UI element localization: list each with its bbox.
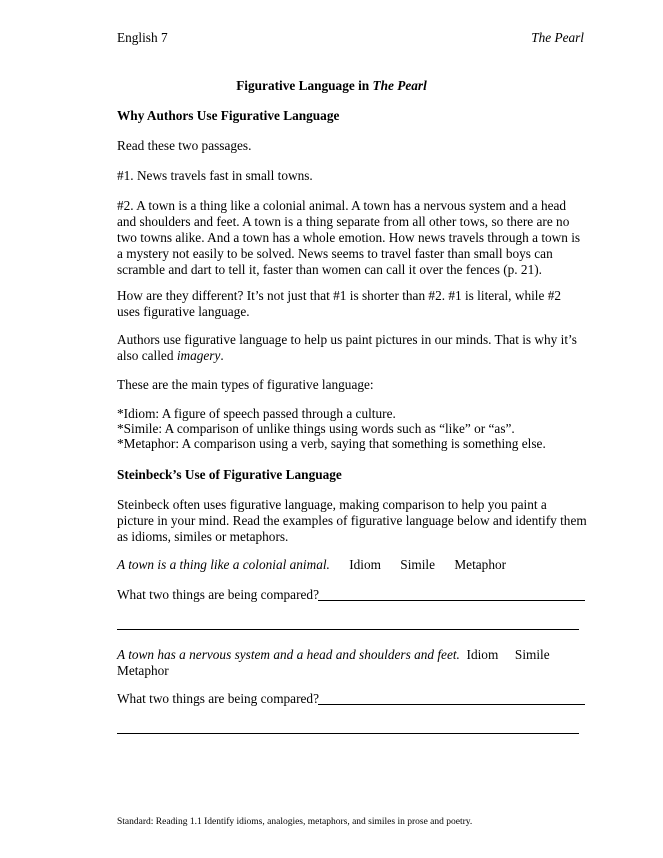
example-1-answer-line-2[interactable]	[117, 629, 579, 630]
types-intro: These are the main types of figurative language:	[117, 377, 374, 392]
example-1-option-idiom[interactable]: Idiom	[349, 557, 381, 572]
section-heading-steinbeck: Steinbeck’s Use of Figurative Language	[117, 467, 342, 482]
example-2-answer-line-1[interactable]	[318, 704, 585, 705]
difference-paragraph: How are they different? It’s not just that #1 is shorter than #2. #1 is literal, while #2 uses figurative language.	[117, 288, 561, 319]
type-idiom: *Idiom: A figure of speech passed through a culture.	[117, 406, 396, 421]
imagery-period: .	[220, 348, 224, 363]
imagery-paragraph	[117, 332, 587, 364]
example-1-quote: A town is a thing like a colonial animal.	[117, 557, 330, 572]
imagery-text: Authors use figurative language to help us paint pictures in our minds. That is why it’s also called	[117, 332, 577, 363]
example-2-option-idiom[interactable]: Idiom	[466, 647, 499, 662]
footer-standard: Standard: Reading 1.1 Identify idioms, analogies, metaphors, and similes in prose and poetry.	[117, 817, 473, 827]
header-course: English 7	[117, 30, 168, 45]
passage-2: #2. A town is a thing like a colonial animal. A town has a nervous system and a head and shoulders and feet. A town is a thing separate from all other tows, so there are no two towns alike. And a town has a whole emotion. How news travels through a town is a mystery not easily to be solved. News seems to travel faster than small boys can scramble and dart to tell it, faster than women can call it over the fences (p. 21).	[117, 198, 581, 277]
type-simile: *Simile: A comparison of unlike things using words such as “like” or “as”.	[117, 421, 515, 436]
passage-1: #1. News travels fast in small towns.	[117, 168, 313, 183]
example-1-answer-line-1[interactable]	[318, 600, 585, 601]
example-2-answer-line-2[interactable]	[117, 733, 579, 734]
section-heading-why: Why Authors Use Figurative Language	[117, 108, 340, 123]
intro-text: Read these two passages.	[117, 138, 252, 153]
example-1-option-simile[interactable]: Simile	[400, 557, 436, 572]
example-2	[117, 647, 587, 679]
imagery-term: imagery	[176, 348, 221, 363]
example-2-question-label: What two things are being compared?	[117, 691, 319, 706]
page-title-prefix: Figurative Language in	[236, 78, 373, 93]
example-2-option-simile[interactable]: Simile	[514, 647, 550, 662]
example-2-option-metaphor[interactable]: Metaphor	[117, 663, 169, 678]
instructions-paragraph: Steinbeck often uses figurative language, making comparison to help you paint a picture in your mind. Read the examples of figurative language below and identify them as idioms, similes or metaphors.	[117, 497, 587, 544]
example-1	[117, 557, 506, 573]
type-metaphor: *Metaphor: A comparison using a verb, saying that something is something else.	[117, 436, 546, 451]
page-title	[0, 78, 663, 94]
page-title-book: The Pearl	[372, 78, 427, 93]
example-1-question-label: What two things are being compared?	[117, 587, 319, 602]
example-1-option-metaphor[interactable]: Metaphor	[454, 557, 507, 572]
example-2-quote: A town has a nervous system and a head and shoulders and feet.	[117, 647, 460, 662]
header-book-title: The Pearl	[531, 30, 584, 45]
